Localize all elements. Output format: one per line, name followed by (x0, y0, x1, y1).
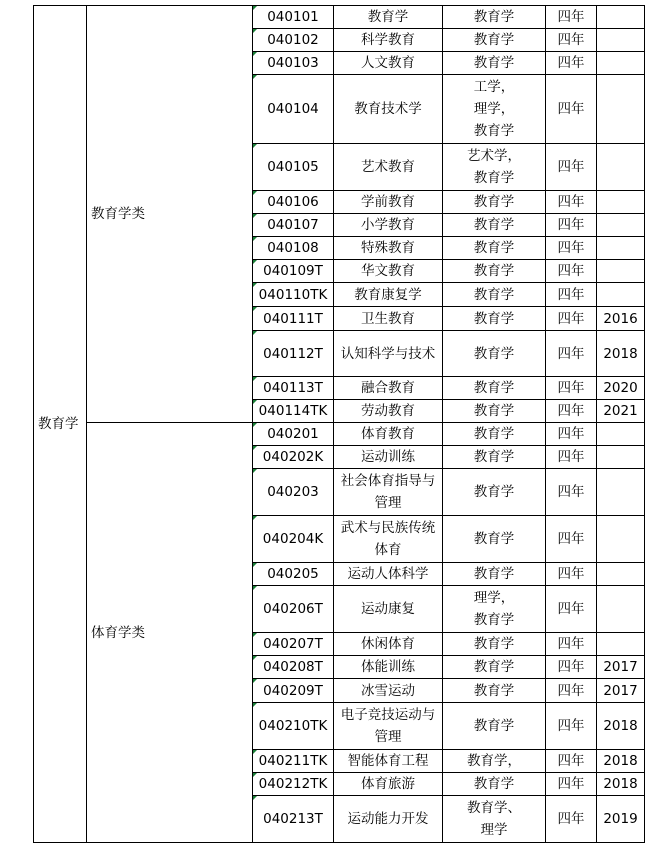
degree-cell (443, 283, 545, 306)
year-added-cell (597, 400, 644, 422)
major-name-cell (334, 446, 442, 468)
years-cell (546, 6, 596, 28)
degree-cell-text: 教育学 (473, 403, 515, 419)
major-name-cell (334, 52, 442, 74)
year-added-cell (597, 214, 644, 236)
degree-cell (443, 469, 545, 515)
major-name-cell (334, 29, 442, 51)
years-cell-text: 四年 (557, 194, 585, 210)
years-cell (546, 29, 596, 51)
major-name-cell (334, 237, 442, 259)
years-cell-text: 四年 (557, 286, 585, 303)
years-cell-text: 四年 (557, 263, 585, 279)
degree-cell-text: 教育学 (473, 9, 515, 25)
major-name-cell-text: 教育技术学 (354, 101, 422, 117)
year-added-cell-text: 2018 (603, 345, 638, 362)
degree-cell (443, 237, 545, 259)
degree-cell-text: 教育学 (473, 682, 515, 699)
major-code-cell-text: 040107 (267, 217, 319, 233)
year-added-cell-text: 2017 (603, 682, 638, 699)
major-name-cell (334, 6, 442, 28)
degree-cell-text: 教育学 (473, 776, 515, 792)
major-code-cell-text: 040101 (267, 9, 319, 25)
years-cell (546, 331, 596, 376)
years-cell (546, 796, 596, 842)
major-code-cell (253, 75, 333, 143)
degree-cell (443, 563, 545, 585)
degree-cell-text: 教育学 (473, 566, 515, 582)
cell-comment-marker (253, 214, 257, 218)
cell-comment-marker (253, 377, 257, 381)
year-added-cell (597, 377, 644, 399)
years-cell-text: 四年 (557, 718, 585, 734)
major-code-cell (253, 563, 333, 585)
year-added-cell (597, 773, 644, 795)
major-code-cell (253, 29, 333, 51)
major-code-cell-text: 040206T (263, 601, 323, 617)
degree-cell (443, 400, 545, 422)
degree-cell-text: 教育学 (473, 345, 515, 362)
major-code-cell-text: 040213T (263, 811, 323, 827)
year-added-cell (597, 144, 644, 190)
degree-cell-text: 教育学 (473, 32, 515, 48)
years-cell-text: 四年 (557, 32, 585, 48)
year-added-cell (597, 633, 644, 655)
major-name-cell (334, 633, 442, 655)
degree-cell (443, 446, 545, 468)
major-code-cell (253, 656, 333, 678)
years-cell-text: 四年 (557, 449, 585, 465)
cell-comment-marker (253, 29, 257, 33)
years-cell (546, 563, 596, 585)
years-cell-text: 四年 (557, 776, 585, 792)
major-name-cell-text: 休闲体育 (361, 636, 415, 652)
cell-comment-marker (253, 52, 257, 56)
cell-comment-marker (253, 750, 257, 754)
cell-comment-marker (253, 423, 257, 427)
major-name-cell (334, 283, 442, 306)
degree-cell (443, 703, 545, 749)
cell-comment-marker (253, 400, 257, 404)
degree-cell (443, 214, 545, 236)
degree-cell (443, 773, 545, 795)
year-added-cell (597, 6, 644, 28)
major-code-cell (253, 191, 333, 213)
years-cell (546, 633, 596, 655)
major-name-cell (334, 260, 442, 282)
degree-cell-text: 教育学 (473, 426, 515, 442)
cell-comment-marker (253, 331, 257, 335)
major-name-cell (334, 75, 442, 143)
category-cell-text: 体育学类 (91, 624, 145, 641)
major-name-cell-text: 教育学 (367, 9, 409, 25)
years-cell-text: 四年 (557, 55, 585, 71)
years-cell (546, 400, 596, 422)
major-name-cell (334, 377, 442, 399)
years-cell (546, 75, 596, 143)
years-cell-text: 四年 (557, 101, 585, 117)
major-name-cell-text: 武术与民族传统体育 (340, 520, 436, 558)
major-code-cell-text: 040111T (263, 310, 323, 327)
years-cell (546, 307, 596, 330)
major-name-cell (334, 796, 442, 842)
years-cell (546, 260, 596, 282)
year-added-cell-text: 2018 (603, 753, 638, 769)
cell-comment-marker (253, 283, 257, 287)
major-name-cell-text: 融合教育 (361, 380, 415, 396)
major-code-cell-text: 040114TK (258, 403, 328, 419)
major-code-cell-text: 040103 (267, 55, 319, 71)
major-code-cell-text: 040102 (267, 32, 319, 48)
major-code-cell-text: 040211TK (258, 753, 328, 769)
major-code-cell (253, 446, 333, 468)
degree-cell (443, 260, 545, 282)
cell-comment-marker (253, 563, 257, 567)
major-code-cell (253, 423, 333, 445)
major-name-cell-text: 华文教育 (361, 263, 415, 279)
year-added-cell-text: 2019 (603, 811, 638, 827)
major-name-cell-text: 劳动教育 (361, 403, 415, 419)
major-code-cell-text: 040205 (267, 566, 319, 582)
cell-comment-marker (253, 679, 257, 683)
major-name-cell (334, 144, 442, 190)
year-added-cell (597, 331, 644, 376)
major-code-cell-text: 040108 (267, 240, 319, 256)
years-cell-text: 四年 (557, 240, 585, 256)
years-cell-text: 四年 (557, 9, 585, 25)
major-code-cell (253, 283, 333, 306)
degree-cell (443, 633, 545, 655)
major-code-cell (253, 586, 333, 632)
major-code-cell-text: 040110TK (258, 286, 328, 303)
major-code-cell (253, 214, 333, 236)
degree-cell (443, 331, 545, 376)
year-added-cell (597, 307, 644, 330)
years-cell-text: 四年 (557, 345, 585, 362)
years-cell (546, 773, 596, 795)
cell-comment-marker (253, 703, 257, 707)
major-code-cell-text: 040201 (267, 426, 319, 442)
major-name-cell-text: 人文教育 (361, 55, 415, 71)
major-name-cell-text: 运动人体科学 (347, 566, 429, 582)
major-name-cell-text: 体育旅游 (361, 776, 415, 792)
year-added-cell (597, 75, 644, 143)
major-name-cell (334, 307, 442, 330)
major-code-cell (253, 307, 333, 330)
year-added-cell (597, 516, 644, 562)
discipline-cell-text: 教育学 (38, 416, 79, 432)
major-code-cell-text: 040207T (263, 636, 323, 652)
degree-cell-text: 教育学 (473, 55, 515, 71)
major-code-cell (253, 469, 333, 515)
degree-cell (443, 6, 545, 28)
cell-comment-marker (253, 6, 257, 10)
year-added-cell-text: 2017 (603, 659, 638, 675)
degree-cell-text: 艺术学， 教育学 (467, 148, 521, 186)
year-added-cell (597, 237, 644, 259)
major-code-cell-text: 040212TK (258, 776, 328, 792)
major-name-cell (334, 400, 442, 422)
years-cell (546, 191, 596, 213)
years-cell-text: 四年 (557, 753, 585, 769)
major-name-cell-text: 科学教育 (361, 32, 415, 48)
degree-cell (443, 750, 545, 772)
years-cell (546, 679, 596, 702)
major-name-cell-text: 卫生教育 (361, 310, 415, 327)
year-added-cell (597, 52, 644, 74)
degree-cell-text: 教育学 (473, 217, 515, 233)
major-name-cell (334, 331, 442, 376)
major-name-cell-text: 体能训练 (361, 659, 415, 675)
year-added-cell (597, 191, 644, 213)
major-name-cell (334, 516, 442, 562)
cell-comment-marker (253, 75, 257, 79)
major-code-cell (253, 400, 333, 422)
years-cell-text: 四年 (557, 403, 585, 419)
year-added-cell (597, 423, 644, 445)
category-cell-text: 教育学类 (91, 206, 145, 222)
years-cell (546, 52, 596, 74)
degree-cell-text: 教育学 (473, 636, 515, 652)
degree-cell-text: 教育学 (473, 531, 515, 547)
degree-cell-text: 教育学 (473, 380, 515, 396)
major-name-cell (334, 586, 442, 632)
cell-comment-marker (253, 633, 257, 637)
major-name-cell-text: 教育康复学 (354, 286, 422, 303)
degree-cell (443, 586, 545, 632)
major-name-cell (334, 191, 442, 213)
major-code-cell (253, 679, 333, 702)
years-cell-text: 四年 (557, 380, 585, 396)
major-code-cell-text: 040209T (263, 682, 323, 699)
years-cell-text: 四年 (557, 636, 585, 652)
cell-comment-marker (253, 191, 257, 195)
major-name-cell (334, 469, 442, 515)
major-name-cell (334, 214, 442, 236)
major-code-cell (253, 331, 333, 376)
major-name-cell (334, 679, 442, 702)
year-added-cell (597, 796, 644, 842)
major-name-cell (334, 703, 442, 749)
major-code-cell (253, 237, 333, 259)
years-cell-text: 四年 (557, 217, 585, 233)
category-cell (87, 423, 252, 842)
years-cell-text: 四年 (557, 159, 585, 175)
degree-cell (443, 423, 545, 445)
major-code-cell (253, 516, 333, 562)
discipline-cell (34, 6, 86, 842)
years-cell-text: 四年 (557, 682, 585, 699)
degree-cell-text: 教育学、 理学 (467, 800, 521, 838)
degree-cell (443, 656, 545, 678)
major-code-cell-text: 040204K (262, 531, 324, 547)
year-added-cell (597, 750, 644, 772)
major-code-cell (253, 773, 333, 795)
major-name-cell (334, 750, 442, 772)
degree-cell-text: 工学， 理学， 教育学 (473, 79, 515, 139)
year-added-cell (597, 29, 644, 51)
category-cell (87, 6, 252, 422)
major-name-cell-text: 特殊教育 (361, 240, 415, 256)
major-name-cell (334, 563, 442, 585)
major-name-cell-text: 运动康复 (361, 601, 415, 617)
major-code-cell (253, 703, 333, 749)
years-cell (546, 656, 596, 678)
major-code-cell-text: 040112T (263, 345, 323, 362)
cell-comment-marker (253, 516, 257, 520)
major-name-cell-text: 社会体育指导与管理 (340, 473, 436, 511)
major-code-cell-text: 040113T (263, 380, 323, 396)
major-code-cell (253, 144, 333, 190)
major-code-cell (253, 52, 333, 74)
cell-comment-marker (253, 656, 257, 660)
major-name-cell (334, 423, 442, 445)
year-added-cell-text: 2018 (603, 776, 638, 792)
major-name-cell (334, 656, 442, 678)
year-added-cell-text: 2018 (603, 718, 638, 734)
year-added-cell (597, 260, 644, 282)
year-added-cell (597, 656, 644, 678)
major-code-cell-text: 040106 (267, 194, 319, 210)
major-code-cell-text: 040208T (263, 659, 323, 675)
major-name-cell-text: 运动能力开发 (347, 811, 429, 827)
year-added-cell (597, 283, 644, 306)
degree-cell-text: 教育学 (473, 240, 515, 256)
major-name-cell-text: 认知科学与技术 (340, 345, 436, 362)
year-added-cell-text: 2020 (603, 380, 638, 396)
years-cell (546, 237, 596, 259)
major-code-cell (253, 633, 333, 655)
degree-cell (443, 29, 545, 51)
years-cell-text: 四年 (557, 310, 585, 327)
year-added-cell (597, 586, 644, 632)
major-name-cell-text: 艺术教育 (361, 159, 415, 175)
years-cell-text: 四年 (557, 811, 585, 827)
major-name-cell-text: 小学教育 (361, 217, 415, 233)
degree-cell-text: 教育学 (473, 484, 515, 500)
year-added-cell (597, 563, 644, 585)
degree-cell-text: 教育学 (473, 286, 515, 303)
major-code-cell (253, 260, 333, 282)
major-code-cell (253, 796, 333, 842)
degree-cell (443, 75, 545, 143)
degree-cell (443, 144, 545, 190)
major-code-cell-text: 040109T (263, 263, 323, 279)
year-added-cell (597, 469, 644, 515)
years-cell (546, 423, 596, 445)
major-code-cell-text: 040105 (267, 159, 319, 175)
degree-cell-text: 教育学 (473, 449, 515, 465)
degree-cell (443, 516, 545, 562)
cell-comment-marker (253, 469, 257, 473)
cell-comment-marker (253, 773, 257, 777)
major-code-cell (253, 377, 333, 399)
major-code-cell-text: 040210TK (258, 718, 328, 734)
degree-cell-text: 教育学 (473, 263, 515, 279)
degree-cell-text: 理学， 教育学 (473, 590, 515, 628)
years-cell (546, 516, 596, 562)
years-cell (546, 750, 596, 772)
years-cell (546, 469, 596, 515)
major-code-cell (253, 750, 333, 772)
years-cell (546, 586, 596, 632)
years-cell (546, 214, 596, 236)
years-cell-text: 四年 (557, 531, 585, 547)
years-cell-text: 四年 (557, 426, 585, 442)
degree-cell-text: 教育学 (473, 659, 515, 675)
degree-cell (443, 679, 545, 702)
year-added-cell (597, 703, 644, 749)
major-name-cell-text: 冰雪运动 (361, 682, 415, 699)
year-added-cell (597, 446, 644, 468)
years-cell (546, 703, 596, 749)
major-name-cell (334, 773, 442, 795)
years-cell-text: 四年 (557, 484, 585, 500)
cell-comment-marker (253, 144, 257, 148)
degree-cell (443, 377, 545, 399)
cell-comment-marker (253, 307, 257, 311)
cell-comment-marker (253, 586, 257, 590)
major-code-cell-text: 040203 (267, 484, 319, 500)
year-added-cell (597, 679, 644, 702)
major-code-cell-text: 040202K (262, 449, 324, 465)
cell-comment-marker (253, 260, 257, 264)
years-cell (546, 377, 596, 399)
degree-cell (443, 307, 545, 330)
major-code-cell-text: 040104 (267, 101, 319, 117)
major-name-cell-text: 电子竞技运动与管理 (340, 707, 436, 745)
years-cell (546, 283, 596, 306)
years-cell (546, 144, 596, 190)
years-cell-text: 四年 (557, 659, 585, 675)
cell-comment-marker (253, 796, 257, 800)
degree-cell (443, 796, 545, 842)
years-cell-text: 四年 (557, 601, 585, 617)
cell-comment-marker (253, 237, 257, 241)
years-cell-text: 四年 (557, 566, 585, 582)
major-name-cell-text: 学前教育 (361, 194, 415, 210)
degree-cell (443, 52, 545, 74)
major-name-cell-text: 体育教育 (361, 426, 415, 442)
major-code-cell (253, 6, 333, 28)
degree-cell-text: 教育学， (467, 753, 521, 769)
degree-cell (443, 191, 545, 213)
degree-cell-text: 教育学 (473, 718, 515, 734)
cell-comment-marker (253, 446, 257, 450)
degree-cell-text: 教育学 (473, 310, 515, 327)
years-cell (546, 446, 596, 468)
major-name-cell-text: 智能体育工程 (347, 753, 429, 769)
major-name-cell-text: 运动训练 (361, 449, 415, 465)
year-added-cell-text: 2021 (603, 403, 638, 419)
degree-cell-text: 教育学 (473, 194, 515, 210)
year-added-cell-text: 2016 (603, 310, 638, 327)
